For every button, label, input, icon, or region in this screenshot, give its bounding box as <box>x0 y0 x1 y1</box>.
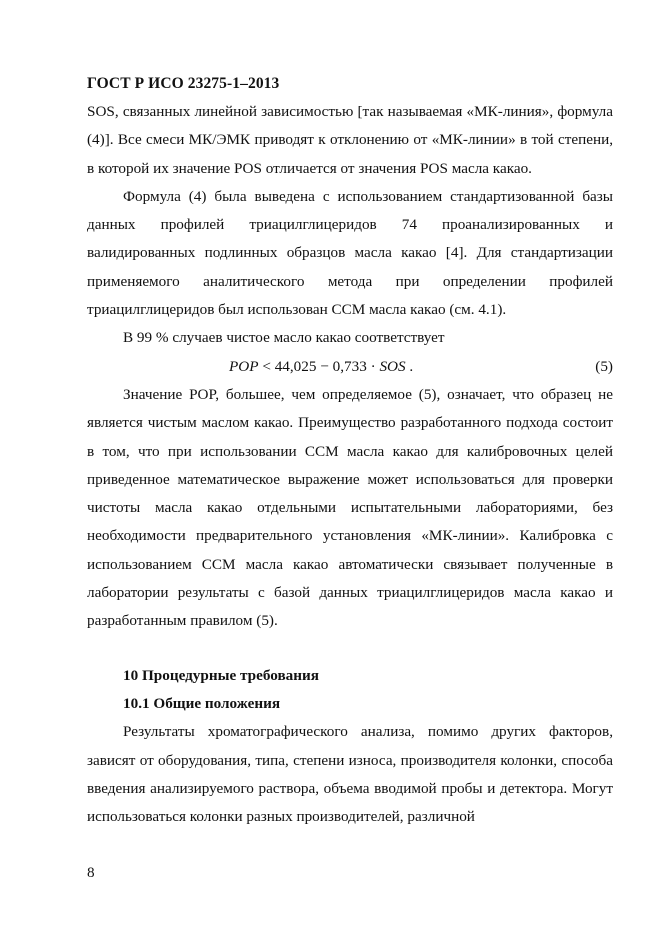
subsection-heading-10-1: 10.1 Общие положения <box>123 694 281 712</box>
paragraph-pop-interpretation: Значение POP, большее, чем определяемое (5), означает, что образец не является чистым маслом какао. Преимущество разработанного подхода состоит в том, что при использовании CCM масла какао для калибровочных целей приведенное математическое выражение может использоваться для проверки чистоты масла какао отдельными испытательными лабораториями, без необходимости предварительного установления «МК-линии». Калибровка с использованием CCM масла какао автоматически связывает полученные в лаборатории результаты с базой данных триацилглицеридов масла какао и разработанным правилом (5). <box>87 385 613 630</box>
page-number: 8 <box>87 864 95 881</box>
standard-header: ГОСТ Р ИСО 23275-1–2013 <box>87 75 280 92</box>
section-spacer <box>87 636 613 662</box>
formula-operator: < 44,025 − 0,733 · <box>258 357 380 375</box>
paragraph-formula-derivation: Формула (4) была выведена с использованием стандартизованной базы данных профилей триацилглицеридов 74 проанализированных и валидированных подлинных образцов масла какао [4]. Для стандартизации применяемого аналитического метода при определении профилей триацилглицеридов был использован CCM масла какао (см. 4.1). <box>87 187 613 319</box>
formula-number: (5) <box>595 357 613 375</box>
paragraph-formula-intro: В 99 % случаев чистое масло какао соответствует <box>123 329 445 347</box>
body-text <box>87 98 613 831</box>
formula-5 <box>87 353 613 381</box>
document-page <box>87 0 613 935</box>
section-heading-10: 10 Процедурные требования <box>123 666 319 684</box>
formula-variable: SOS <box>379 357 406 375</box>
paragraph-chromatography-results: Результаты хроматографического анализа, помимо других факторов, зависят от оборудования, типа, степени износа, производителя колонки, способа введения анализируемого раствора, объема вводимой пробы и детектора. Могут использоваться колонки разных производителей, различной <box>87 723 613 826</box>
formula-tail: . <box>405 357 414 375</box>
formula-lhs: POP <box>229 357 259 375</box>
formula-expression <box>229 353 413 381</box>
paragraph-continuation: SOS, связанных линейной зависимостью [так называемая «МК-линия», формула (4)]. Все смеси МК/ЭМК приводят к отклонению от «МК-линии» в той степени, в которой их значение POS отличается от значения POS масла какао. <box>87 103 613 177</box>
